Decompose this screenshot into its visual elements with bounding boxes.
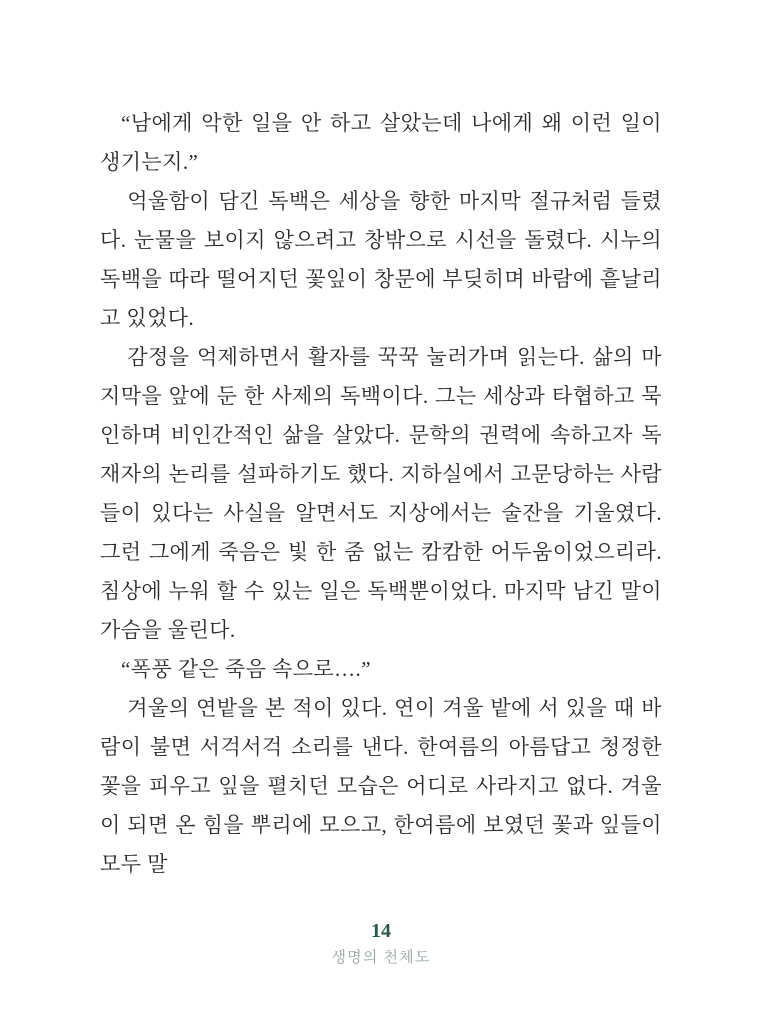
paragraph-dialogue: “폭풍 같은 죽음 속으로….” (121, 657, 371, 681)
paragraph: 겨울의 연밭을 본 적이 있다. 연이 겨울 밭에 서 있을 때 바람이 불면 서걱서걱 소리를 낸다. 한여름의 아름답고 청정한 꽃을 피우고 잎을 펼치던 모습은 어디로 사라지고 없다. 겨울이 되면 온 힘을 뿌리에 모으고, 한여름에 보였던 꽃과 잎들이 모두 말 (100, 696, 662, 876)
page-footer (100, 918, 662, 968)
book-title-footer: 생명의 천체도 (331, 950, 431, 966)
paragraph-dialogue: “남에게 악한 일을 안 하고 살았는데 나에게 왜 이런 일이 생기는지.” (100, 111, 662, 174)
paragraph: 감정을 억제하면서 활자를 꾹꾹 눌러가며 읽는다. 삶의 마지막을 앞에 둔 한 사제의 독백이다. 그는 세상과 타협하고 묵인하며 비인간적인 삶을 살았다. 문학의 권력에 속하고자 독재자의 논리를 설파하기도 했다. 지하실에서 고문당하는 사람들이 있다는 사실을 알면서도 지상에서는 술잔을 기울였다. 그런 그에게 죽음은 빛 한 줌 없는 캄캄한 어두움이었으리라. 침상에 누워 할 수 있는 일은 독백뿐이었다. 마지막 남긴 말이 가슴을 울린다. (100, 345, 662, 642)
page-body (100, 104, 662, 884)
paragraph: 억울함이 담긴 독백은 세상을 향한 마지막 절규처럼 들렸다. 눈물을 보이지 않으려고 창밖으로 시선을 돌렸다. 시누의 독백을 따라 떨어지던 꽃잎이 창문에 부딪히며 바람에 흩날리고 있었다. (100, 189, 662, 330)
page-number: 14 (371, 920, 391, 942)
